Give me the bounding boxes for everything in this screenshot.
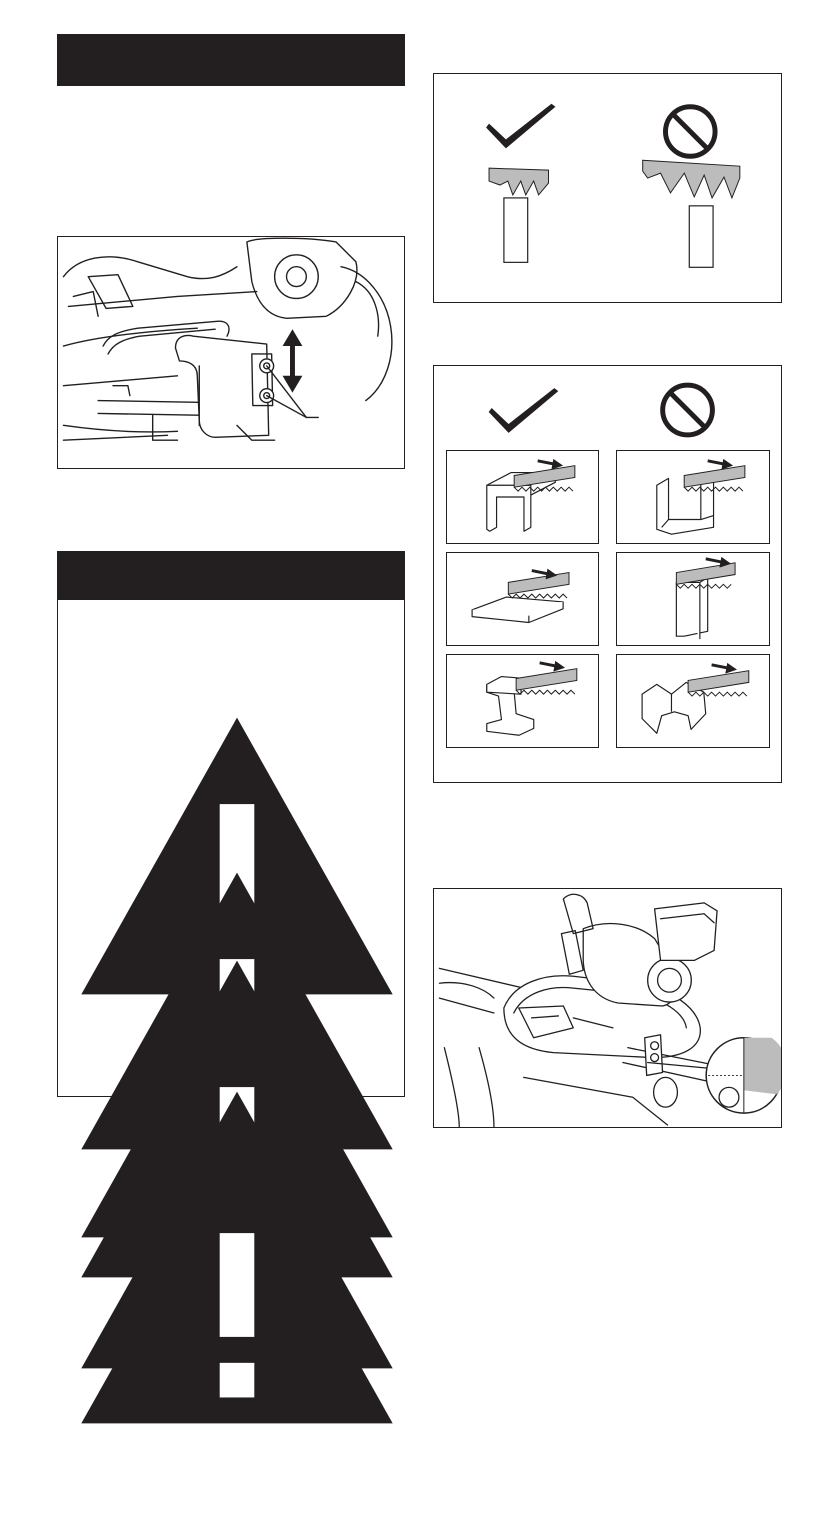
- cut-panel-vblock-wrong: [616, 654, 770, 748]
- guide-adjust-drawing: [58, 237, 404, 468]
- cut-panel-channel-wrong: [616, 450, 770, 544]
- magnifier-detail-icon: [706, 1038, 781, 1113]
- cutting-positions-figure: [433, 365, 782, 783]
- pipe-cut-drawing: [434, 889, 781, 1127]
- cut-panel-upright-wrong: [616, 552, 770, 646]
- cut-panel-ibeam-correct: [446, 654, 599, 748]
- cut-direction-arrow-icon: [712, 663, 737, 674]
- cut-panel-channel-correct: [446, 450, 599, 544]
- cutting-positions-header-icons: [434, 366, 781, 462]
- safety-section-header: [57, 551, 405, 603]
- guide-adjust-figure: [57, 236, 405, 469]
- adjust-section-header: [57, 34, 405, 86]
- teeth-check-drawing: [434, 74, 781, 302]
- cut-direction-arrow-icon: [540, 661, 565, 672]
- cut-panel-flat-correct: [446, 552, 599, 646]
- prohibited-icon: [665, 107, 715, 157]
- check-mark-icon: [486, 104, 555, 149]
- check-mark-icon: [489, 388, 559, 433]
- warning-triangle-icon: [64, 1037, 410, 1533]
- warnings-box: [57, 599, 405, 1097]
- up-down-arrow-icon: [283, 329, 303, 392]
- teeth-check-figure: [433, 73, 782, 303]
- prohibited-icon: [663, 385, 713, 435]
- pipe-cut-figure: [433, 888, 782, 1128]
